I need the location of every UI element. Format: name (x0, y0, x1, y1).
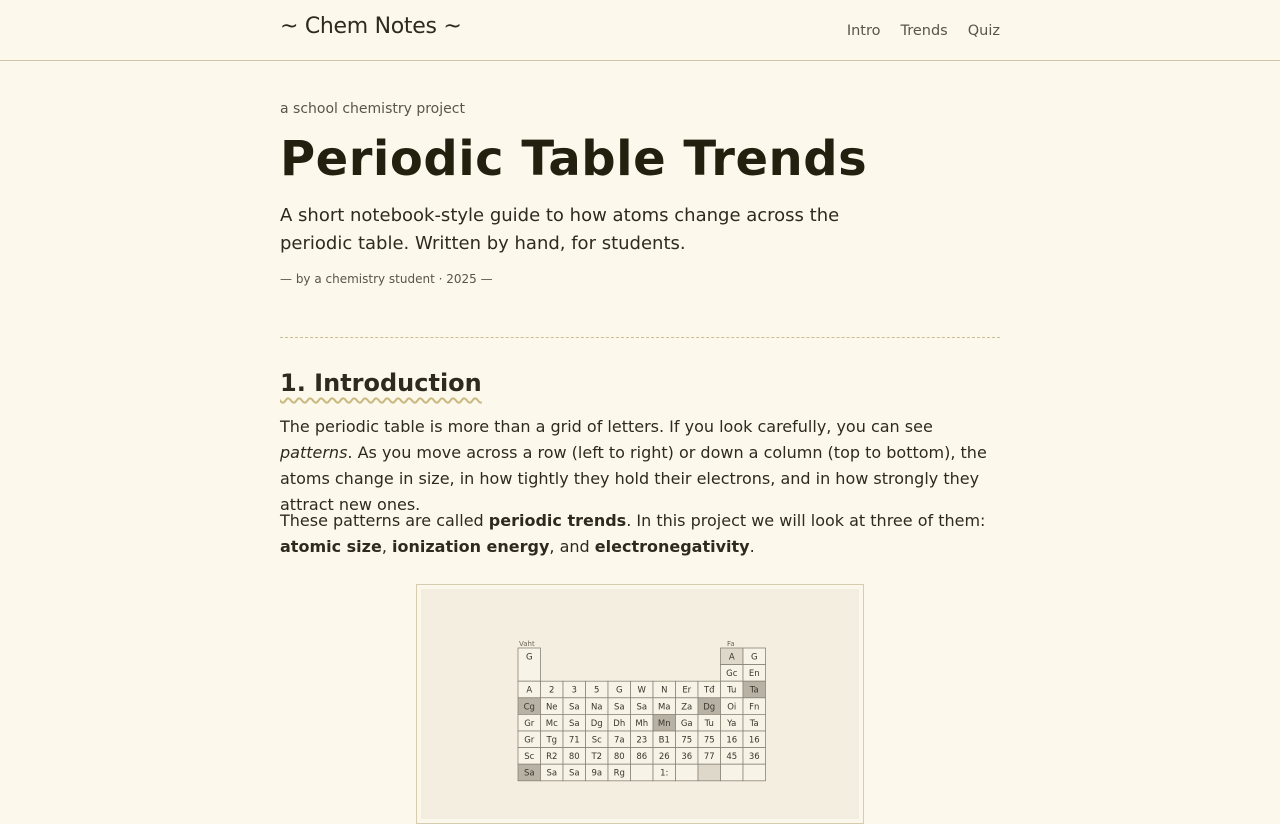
nav-trends[interactable]: Trends (900, 23, 948, 39)
table-cell-label: 3 (571, 685, 577, 696)
intro-p2-term-atomic-size: atomic size (280, 537, 382, 556)
hero-lede: A short notebook-style guide to how atoms change across the periodic table. Written by hand, for students. (280, 205, 840, 254)
top-bar (0, 0, 1280, 61)
table-cell-label: 80 (613, 752, 625, 763)
nav-intro[interactable]: Intro (846, 23, 881, 39)
table-label-left: Vaht (519, 640, 535, 648)
table-cell (676, 764, 699, 781)
table-cell-label: 16 (748, 735, 760, 746)
table-cell-label: Mc (545, 718, 558, 729)
table-cell-label: Dh (613, 718, 626, 729)
site-brand[interactable]: ~ Chem Notes ~ (280, 14, 462, 39)
table-cell-label: Tg (546, 735, 558, 746)
table-cell-label: Cg (523, 702, 535, 713)
intro-p2-text-a: These patterns are called (280, 511, 489, 530)
table-cell-label: Tđ (703, 685, 715, 696)
table-cell-label: Sa (613, 702, 625, 713)
page-title: Periodic Table Trends (280, 131, 868, 187)
table-cell-label: Oi (727, 702, 737, 713)
table-cell-label: Sa (546, 768, 558, 779)
table-cell-label: 45 (726, 752, 738, 763)
table-cell-label: 75 (681, 735, 693, 746)
periodic-table-sketch (421, 589, 859, 819)
table-cell-label: Sc (524, 752, 535, 763)
intro-p2-text-d: , (381, 537, 392, 556)
intro-paragraph-1 (280, 414, 1000, 518)
table-cell-label: B1 (658, 735, 670, 746)
table-cell-label: 7a (613, 735, 625, 746)
intro-p1-text-a: The periodic table is more than a grid of letters. If you look carefully, you can see (280, 417, 933, 436)
table-cell-label: Gr (524, 718, 535, 729)
intro-p1-text-b: . As you move across a row (left to right) or down a column (top to bottom), the atoms change in size, in how tightly they hold their electrons, and in how strongly they attract new ones. (280, 443, 987, 514)
table-cell-label: 5 (594, 685, 600, 696)
table-cell-label: En (748, 669, 760, 680)
table-cell-label: Dg (590, 718, 603, 729)
table-cell-label: T2 (591, 752, 603, 763)
table-cell-label: Rg (613, 768, 625, 779)
table-cell-label: A (728, 652, 735, 663)
table-cell-label: Gc (726, 669, 738, 680)
table-cell-label: N (661, 685, 668, 696)
table-cell-label: Sa (568, 718, 580, 729)
table-cell (698, 764, 721, 781)
intro-p2-text-c: . In this project we will look at three of them: (626, 511, 986, 530)
table-cell-label: Tu (727, 685, 737, 696)
table-cell-label: R2 (546, 752, 558, 763)
table-cell-label: 1: (660, 768, 669, 779)
table-cell-label: Za (681, 702, 693, 713)
table-cell-label: Ga (680, 718, 693, 729)
table-cell-label: Sc (591, 735, 602, 746)
table-cell-label: 75 (703, 735, 715, 746)
nav-quiz[interactable]: Quiz (967, 23, 1000, 39)
table-cell-label: 36 (748, 752, 760, 763)
table-cell-label: 80 (568, 752, 580, 763)
table-cell-label: Sa (568, 768, 580, 779)
intro-p2-text-e: , and (549, 537, 595, 556)
table-cell-label: Sa (568, 702, 580, 713)
table-cell-label: W (637, 685, 646, 696)
table-cell-label: 2 (549, 685, 555, 696)
table-cell-label: Ta (749, 718, 759, 729)
table-cell-label: Ya (727, 718, 737, 729)
table-cell-label: Ta (749, 685, 759, 696)
table-cell-label: Ne (545, 702, 558, 713)
table-cell-label: Mh (635, 718, 649, 729)
table-cell-label: A (526, 685, 533, 696)
periodic-table-image (421, 589, 859, 819)
table-cell-label: Er (682, 685, 692, 696)
section-heading-introduction: 1. Introduction (280, 369, 482, 397)
intro-p2-term-electronegativity: electronegativity (594, 537, 750, 556)
table-label-right: Fa (727, 640, 735, 648)
table-cell-label: 23 (636, 735, 648, 746)
main-nav (847, 23, 1000, 39)
periodic-table-figure (416, 584, 864, 824)
intro-paragraph-2 (280, 508, 1000, 560)
table-cell-label: 86 (636, 752, 648, 763)
table-cell-label: Sa (636, 702, 648, 713)
table-cell-label: Sa (523, 768, 535, 779)
table-cell-label: Mn (657, 718, 671, 729)
table-cell-label: 9a (591, 768, 603, 779)
intro-p2-term-periodic-trends: periodic trends (488, 511, 627, 530)
table-cell-label: 16 (726, 735, 738, 746)
intro-p2-term-ionization-energy: ionization energy (392, 537, 550, 556)
table-cell-label: Gr (524, 735, 535, 746)
table-cell-label: Na (590, 702, 603, 713)
table-cell (721, 764, 744, 781)
intro-p1-emphasis: patterns (280, 443, 348, 462)
section-divider (280, 337, 1000, 338)
table-cell-label: G (750, 652, 758, 663)
table-cell (743, 764, 766, 781)
table-cell-label: 26 (658, 752, 670, 763)
byline: — by a chemistry student · 2025 — (280, 272, 493, 286)
table-cell-label: G (615, 685, 623, 696)
table-cell-label: G (525, 652, 533, 663)
table-cell-label: 77 (703, 752, 715, 763)
table-cell-label: Tu (704, 718, 714, 729)
table-cell-label: Dg (703, 702, 716, 713)
table-cell-label: Ma (657, 702, 671, 713)
table-cell-label: 71 (568, 735, 580, 746)
hero-kicker: a school chemistry project (280, 101, 465, 117)
intro-p2-text-f: . (749, 537, 755, 556)
table-cell-label: Fn (749, 702, 760, 713)
table-cell (631, 764, 654, 781)
table-cell-label: 36 (681, 752, 693, 763)
